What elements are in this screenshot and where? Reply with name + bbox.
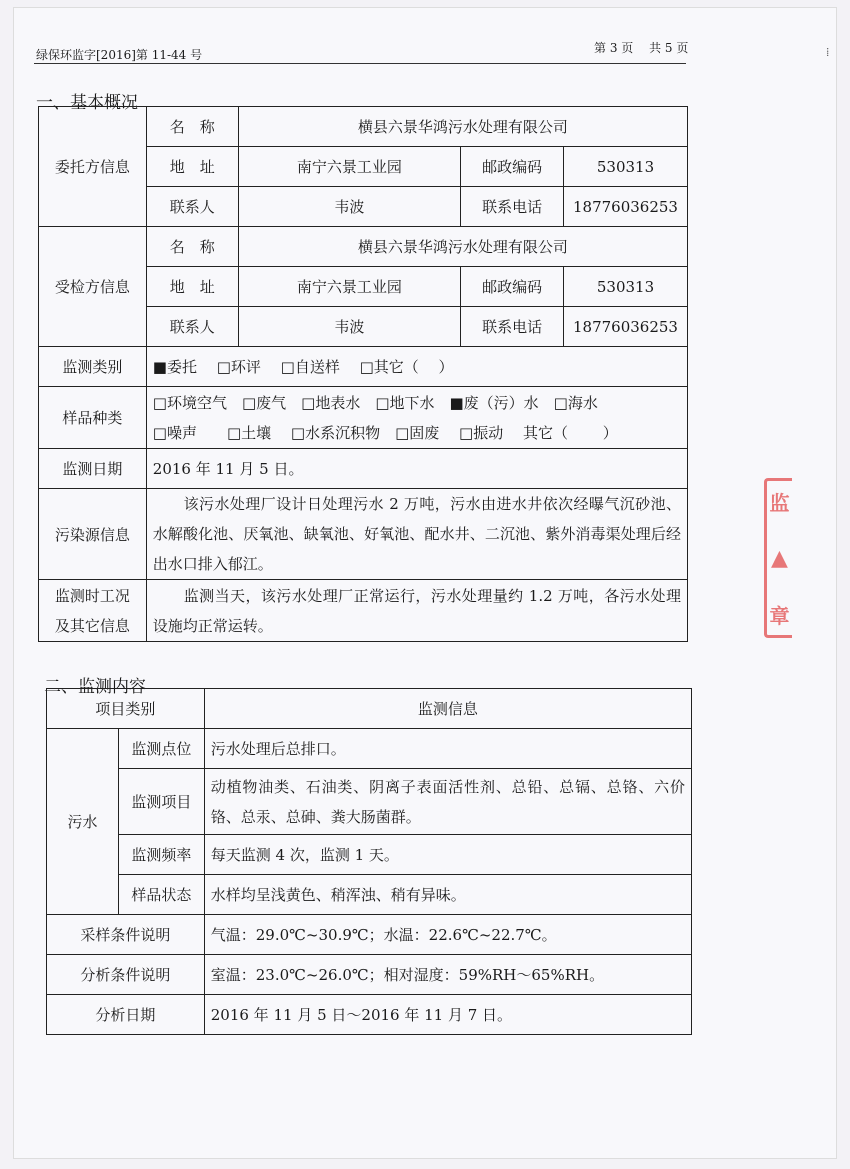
col-info-header: 监测信息 xyxy=(204,689,691,729)
page-info: 第 3 页 共 5 页 xyxy=(594,41,689,55)
row-value: 每天监测 4 次，监测 1 天。 xyxy=(204,835,691,875)
monitor-content-table xyxy=(46,688,692,1035)
row-label: 样品状态 xyxy=(118,875,204,915)
client-address: 南宁六景工业园 xyxy=(238,147,461,187)
client-postcode: 530313 xyxy=(564,147,688,187)
inspected-phone-label: 联系电话 xyxy=(461,307,564,347)
inspected-name-label: 名 称 xyxy=(146,227,238,267)
row-label: 监测项目 xyxy=(118,769,204,835)
row-label: 监测点位 xyxy=(118,729,204,769)
official-seal-fragment xyxy=(764,478,792,638)
inspected-postcode-label: 邮政编码 xyxy=(461,267,564,307)
seal-bottom-char: 章 xyxy=(769,604,790,628)
analysis-date-label: 分析日期 xyxy=(47,995,205,1035)
row-label: 监测频率 xyxy=(118,835,204,875)
client-name: 横县六景华鸿污水处理有限公司 xyxy=(238,107,687,147)
client-postcode-label: 邮政编码 xyxy=(461,147,564,187)
monitor-type-options: ■委托 □环评 □自送样 □其它（ ） xyxy=(146,347,687,387)
client-phone: 18776036253 xyxy=(564,187,688,227)
analysis-value: 室温：23.0℃~26.0℃；相对湿度：59%RH～65%RH。 xyxy=(204,955,691,995)
client-group-label: 委托方信息 xyxy=(39,107,147,227)
condition-text: 监测当天，该污水处理厂正常运行，污水处理量约 1.2 万吨，各污水处理设施均正常运转。 xyxy=(146,580,687,642)
sampling-label: 采样条件说明 xyxy=(47,915,205,955)
section1-title: 一、基本概况 xyxy=(36,93,138,113)
sample-type-line-2: □噪声 □土壤 □水系沉积物 □固废 □振动 其它（ ） xyxy=(152,423,618,442)
doc-number: 绿保环监字[2016]第 11-44 号 xyxy=(36,48,203,62)
edge-mark: ⁞ xyxy=(826,45,830,59)
client-address-label: 地 址 xyxy=(146,147,238,187)
seal-top-char: 监 xyxy=(769,491,790,515)
pollution-source-text: 该污水处理厂设计日处理污水 2 万吨，污水由进水井依次经曝气沉砂池、水解酸化池、厌氧池、缺氧池、好氧池、配水井、二沉池、紫外消毒渠处理后经出水口排入郁江。 xyxy=(146,489,687,580)
client-contact: 韦波 xyxy=(238,187,461,227)
inspected-group-label: 受检方信息 xyxy=(39,227,147,347)
inspected-name: 横县六景华鸿污水处理有限公司 xyxy=(238,227,687,267)
basic-info-table xyxy=(38,106,688,642)
monitor-date: 2016 年 11 月 5 日。 xyxy=(146,449,687,489)
client-phone-label: 联系电话 xyxy=(461,187,564,227)
row-value: 动植物油类、石油类、阴离子表面活性剂、总铅、总镉、总铬、六价铬、总汞、总砷、粪大肠菌群。 xyxy=(204,769,691,835)
inspected-phone: 18776036253 xyxy=(564,307,688,347)
sample-type-line-1: □环境空气 □废气 □地表水 □地下水 ■废（污）水 □海水 xyxy=(152,393,598,412)
monitor-type-label: 监测类别 xyxy=(39,347,147,387)
section2-title: 二、监测内容 xyxy=(44,677,146,697)
client-name-label: 名 称 xyxy=(146,107,238,147)
analysis-date-value: 2016 年 11 月 5 日～2016 年 11 月 7 日。 xyxy=(204,995,691,1035)
pollution-source-label: 污染源信息 xyxy=(39,489,147,580)
col-category-header: 项目类别 xyxy=(47,689,205,729)
condition-label: 监测时工况 及其它信息 xyxy=(39,580,147,642)
sample-type-options xyxy=(146,387,687,449)
inspected-postcode: 530313 xyxy=(564,267,688,307)
seal-star-icon: ▲ xyxy=(771,545,788,571)
inspected-contact-label: 联系人 xyxy=(146,307,238,347)
monitor-date-label: 监测日期 xyxy=(39,449,147,489)
inspected-address: 南宁六景工业园 xyxy=(238,267,461,307)
inspected-address-label: 地 址 xyxy=(146,267,238,307)
row-value: 水样均呈浅黄色、稍浑浊、稍有异味。 xyxy=(204,875,691,915)
sample-type-label: 样品种类 xyxy=(39,387,147,449)
wastewater-group-label: 污水 xyxy=(47,729,119,915)
inspected-contact: 韦波 xyxy=(238,307,461,347)
header-divider xyxy=(34,63,686,64)
analysis-label: 分析条件说明 xyxy=(47,955,205,995)
row-value: 污水处理后总排口。 xyxy=(204,729,691,769)
client-contact-label: 联系人 xyxy=(146,187,238,227)
sampling-value: 气温：29.0℃~30.9℃；水温：22.6℃~22.7℃。 xyxy=(204,915,691,955)
